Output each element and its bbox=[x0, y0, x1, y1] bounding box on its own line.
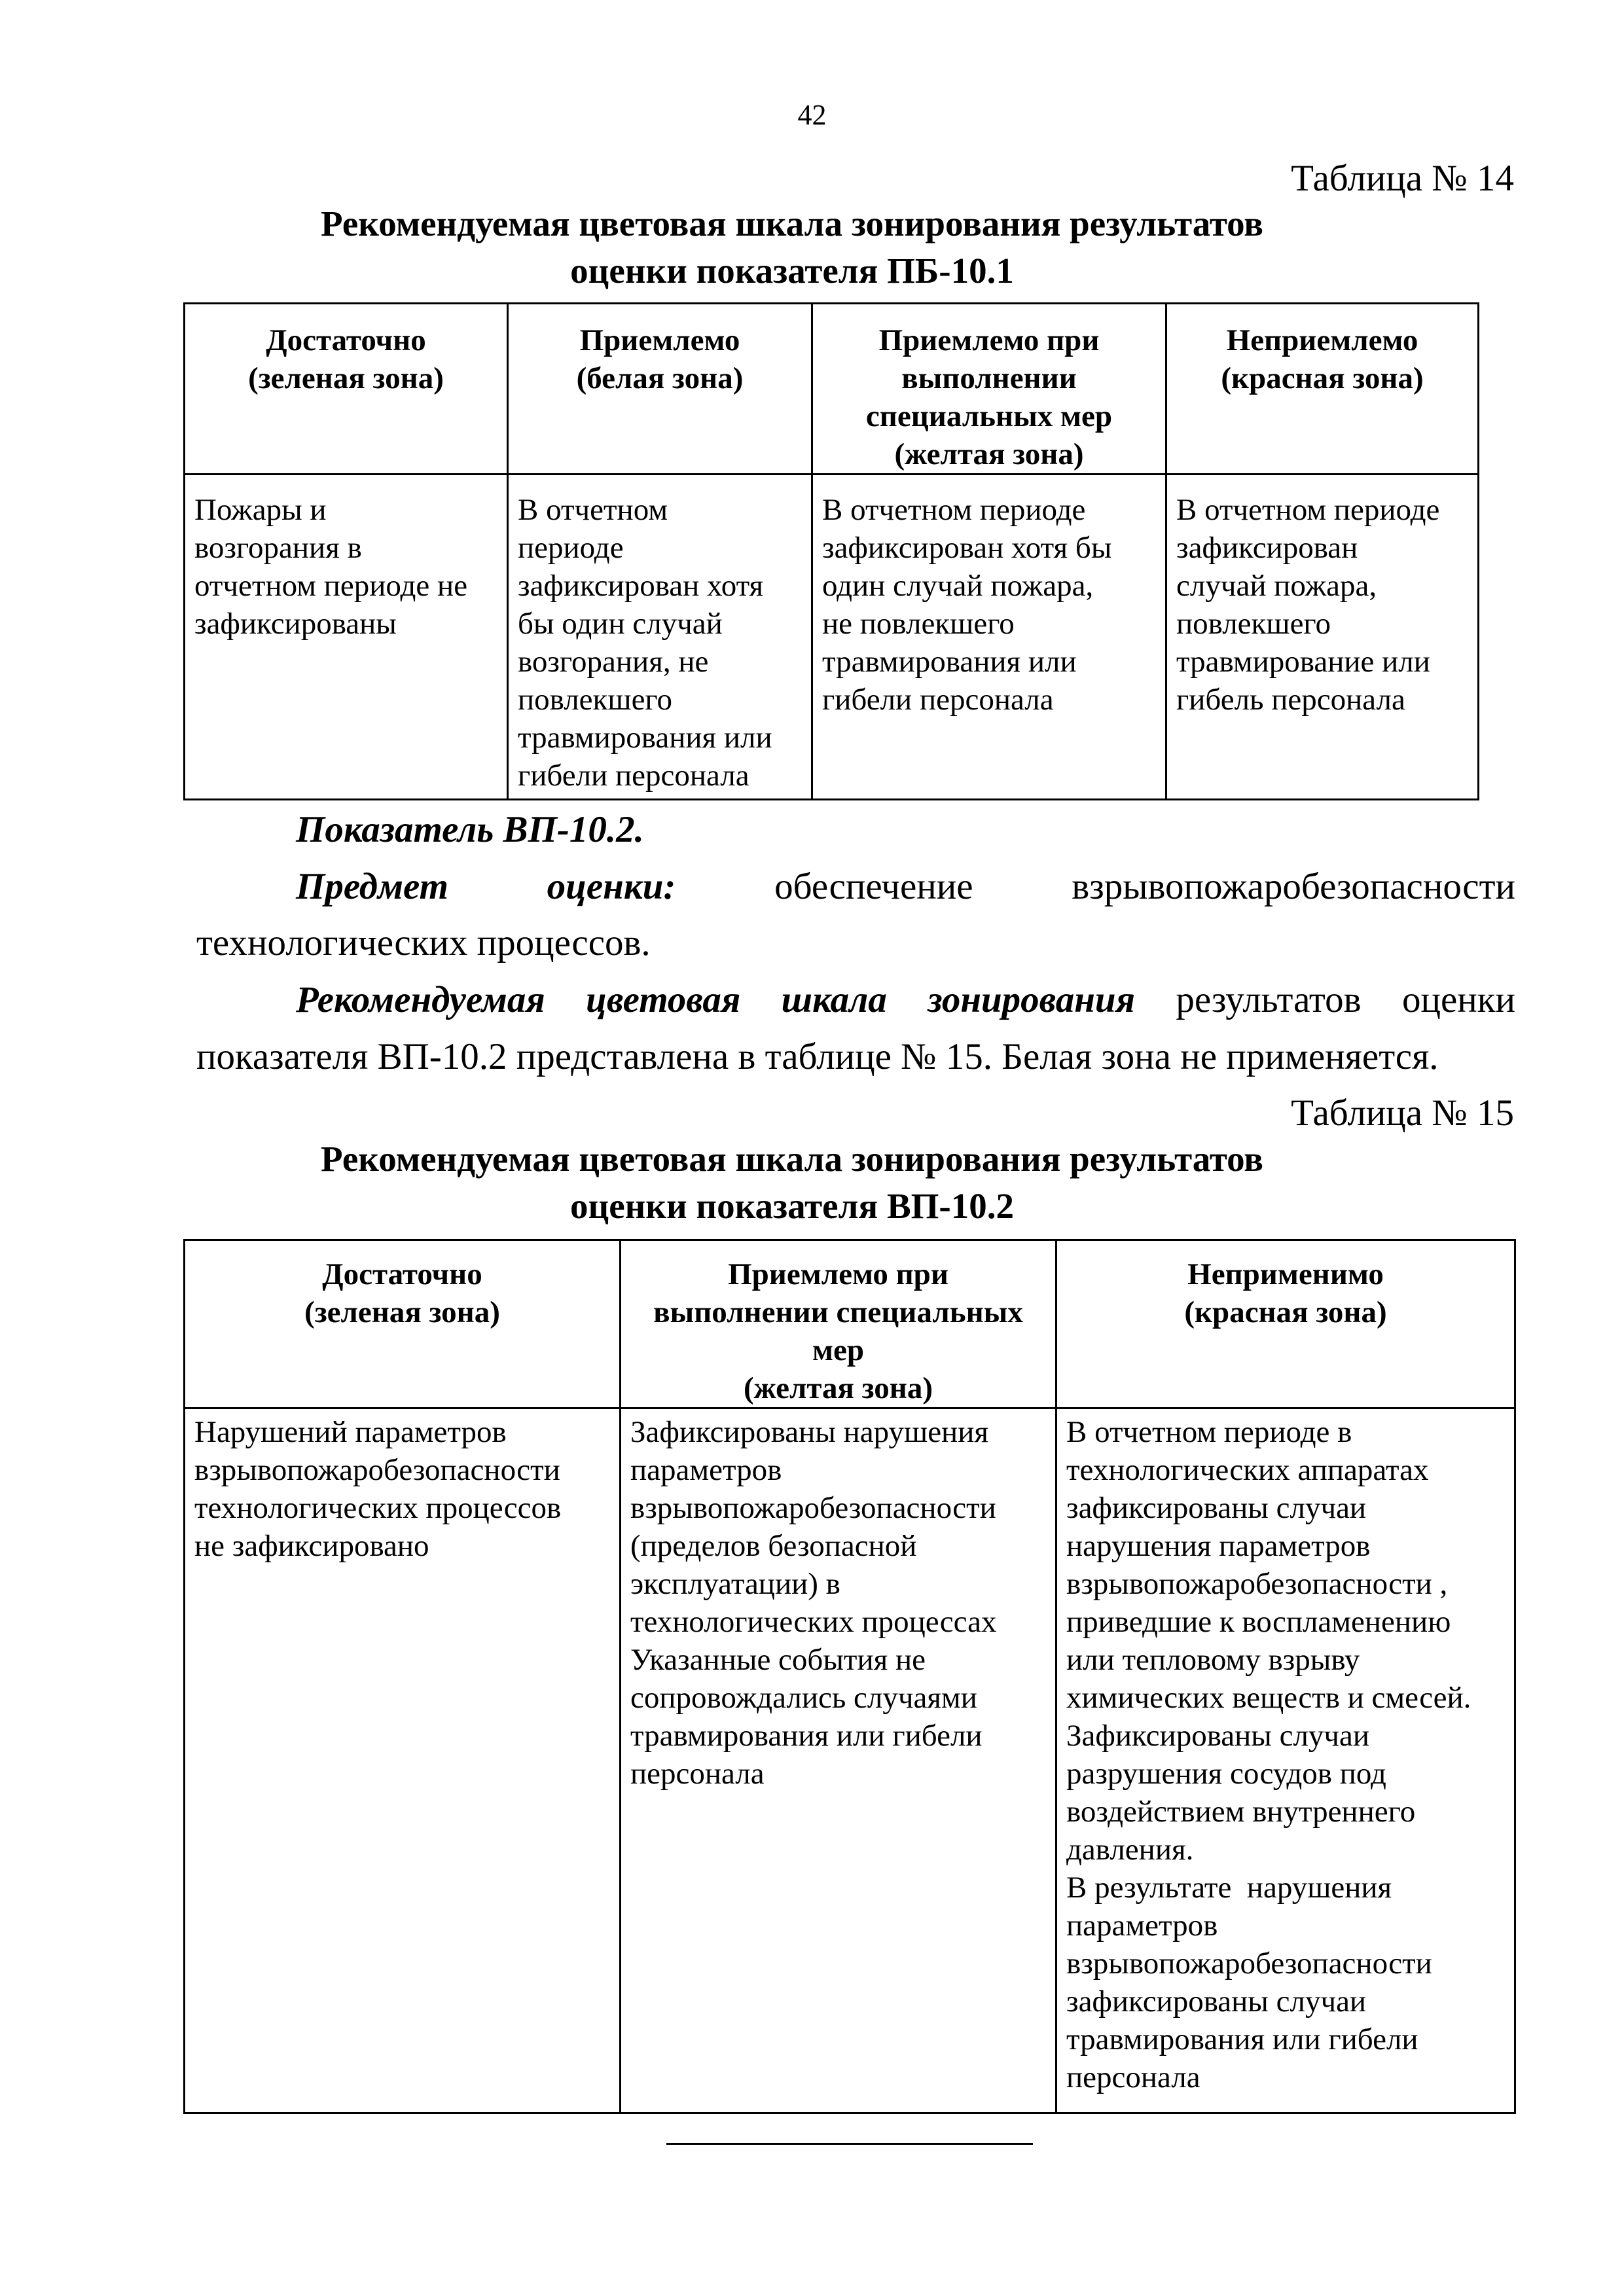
table14.headers-line: Приемлемо bbox=[579, 323, 740, 357]
table15.cells-line: персонала bbox=[1066, 2060, 1200, 2094]
scale-word-1: Рекомендуемая bbox=[296, 979, 545, 1020]
subject-label-1: Предмет bbox=[296, 866, 448, 907]
table-15-title-line-1: Рекомендуемая цветовая шкала зонирования результатов bbox=[321, 1139, 1263, 1179]
table14.cells-line: один случай пожара, bbox=[822, 569, 1094, 603]
table14.headers-line: Неприемлемо bbox=[1226, 323, 1418, 357]
table-15-body-row bbox=[185, 1408, 1515, 2113]
table15.headers-line: (зеленая зона) bbox=[304, 1295, 500, 1329]
table15.headers-line: Достаточно bbox=[322, 1257, 482, 1291]
scale-word-6: оценки bbox=[1401, 979, 1515, 1020]
table-14-header-row bbox=[185, 304, 1479, 475]
table15.cells-line: технологических процессов bbox=[194, 1491, 562, 1525]
table14.cells-line: периоде bbox=[518, 531, 624, 565]
table15.cells-line: химических веществ и смесей. bbox=[1066, 1681, 1471, 1715]
table14.cells-line: гибель персонала bbox=[1176, 683, 1405, 717]
table14.cells-line: травмирование или bbox=[1176, 645, 1430, 679]
scale-word-5: результатов bbox=[1176, 979, 1362, 1020]
scale-word-3: шкала bbox=[781, 979, 887, 1020]
subject-line-2: технологических процессов. bbox=[196, 922, 651, 963]
table-15-header-row bbox=[185, 1240, 1515, 1408]
table-15-cell-yellow bbox=[621, 1408, 1056, 2113]
table15.cells-line: воздействием внутреннего bbox=[1066, 1795, 1416, 1829]
table15.cells-line: В отчетном периоде в bbox=[1066, 1415, 1352, 1449]
table-15 bbox=[183, 1239, 1516, 2114]
table15.headers-line: (желтая зона) bbox=[743, 1371, 933, 1405]
table14.cells-line: отчетном периоде не bbox=[194, 569, 468, 603]
table15.cells-line: Нарушений параметров bbox=[194, 1415, 507, 1449]
table14.cells-line: травмирования или bbox=[822, 645, 1077, 679]
page-number: 42 bbox=[797, 99, 827, 131]
table-15-cell-green bbox=[185, 1408, 621, 2113]
table15.headers-line: Приемлемо при bbox=[728, 1257, 948, 1291]
table15.cells-line: разрушения сосудов под bbox=[1066, 1757, 1386, 1791]
table15.cells-line: взрывопожаробезопасности , bbox=[1066, 1567, 1448, 1601]
table14.cells-line: В отчетном периоде bbox=[822, 493, 1086, 527]
table15.headers-line: мер bbox=[812, 1333, 864, 1367]
table14.cells-line: повлекшего bbox=[518, 683, 673, 717]
table-14-title-line-2: оценки показателя ПБ-10.1 bbox=[570, 251, 1014, 291]
scale-word-2: цветовая bbox=[586, 979, 741, 1020]
table-14-title-line-1: Рекомендуемая цветовая шкала зонирования результатов bbox=[321, 204, 1263, 243]
table-15-header-green bbox=[185, 1240, 621, 1408]
table15.cells-line: взрывопожаробезопасности bbox=[1066, 1946, 1432, 1981]
table-14-header-green bbox=[185, 304, 508, 475]
table-14-caption: Таблица № 14 bbox=[1291, 158, 1514, 199]
table14.cells-line: возгорания, не bbox=[518, 645, 709, 679]
table14.cells-line: Пожары и bbox=[194, 493, 327, 527]
table14.headers-line: выполнении bbox=[901, 361, 1077, 395]
indicator-heading: Показатель ВП-10.2. bbox=[296, 809, 644, 850]
table-14-header-yellow bbox=[812, 304, 1166, 475]
table14.cells-line: зафиксирован bbox=[1176, 531, 1358, 565]
table14.headers-line: специальных мер bbox=[865, 399, 1113, 433]
scale-line-1 bbox=[296, 978, 1515, 1021]
table14.cells-line: не повлекшего bbox=[822, 607, 1015, 641]
table15.cells-line: технологических аппаратах bbox=[1066, 1453, 1429, 1487]
table-14-cell-red bbox=[1166, 475, 1479, 800]
table15.cells-line: взрывопожаробезопасности bbox=[194, 1453, 560, 1487]
table14.cells-line: возгорания в bbox=[194, 531, 362, 565]
table15.cells-line: эксплуатации) в bbox=[630, 1567, 840, 1601]
table-14 bbox=[183, 302, 1479, 800]
table-15-header-red bbox=[1056, 1240, 1515, 1408]
table14.cells-line: повлекшего bbox=[1176, 607, 1331, 641]
subject-label-2: оценки: bbox=[547, 866, 676, 907]
table-15-cell-red bbox=[1056, 1408, 1515, 2113]
table14.headers-line: (желтая зона) bbox=[894, 437, 1084, 471]
table14.headers-line: Достаточно bbox=[266, 323, 426, 357]
scale-word-4: зонирования bbox=[928, 979, 1135, 1020]
table15.cells-line: или тепловому взрыву bbox=[1066, 1643, 1360, 1677]
table15.headers-line: выполнении специальных bbox=[653, 1295, 1023, 1329]
table15.headers-line: (красная зона) bbox=[1184, 1295, 1387, 1329]
table14.headers-line: Приемлемо при bbox=[878, 323, 1100, 357]
table14.headers-line: (зеленая зона) bbox=[248, 361, 444, 395]
table15.cells-line: Указанные события не bbox=[630, 1643, 926, 1677]
table14.cells-line: зафиксирован хотя бы bbox=[822, 531, 1112, 565]
table15.cells-line: травмирования или гибели bbox=[1066, 2022, 1418, 2056]
table14.cells-line: В отчетном bbox=[518, 493, 668, 527]
table15.cells-line: Зафиксированы нарушения bbox=[630, 1415, 988, 1449]
table15.cells-line: сопровождались случаями bbox=[630, 1681, 977, 1715]
table-14-cell-yellow bbox=[812, 475, 1166, 800]
table15.cells-line: персонала bbox=[630, 1757, 765, 1791]
table14.cells-line: зафиксированы bbox=[194, 607, 397, 641]
scale-line-2: показателя ВП-10.2 представлена в таблице № 15. Белая зона не применяется. bbox=[196, 1036, 1439, 1077]
table15.cells-line: (пределов безопасной bbox=[630, 1529, 917, 1563]
table15.cells-line: Зафиксированы случаи bbox=[1066, 1719, 1370, 1753]
table15.cells-line: давления. bbox=[1066, 1833, 1194, 1867]
table-14-header-white bbox=[508, 304, 812, 475]
table-15-title bbox=[183, 1136, 1401, 1230]
table14.cells-line: гибели персонала bbox=[822, 683, 1054, 717]
table15.cells-line: В результате нарушения bbox=[1066, 1871, 1392, 1905]
subject-word-1: обеспечение bbox=[774, 866, 973, 907]
table15.cells-line: приведшие к воспламенению bbox=[1066, 1605, 1451, 1639]
table-15-header-yellow bbox=[621, 1240, 1056, 1408]
table15.headers-line: Неприменимо bbox=[1187, 1257, 1384, 1291]
table-14-cell-green bbox=[185, 475, 508, 800]
table14.cells-line: бы один случай bbox=[518, 607, 723, 641]
table14.headers-line: (белая зона) bbox=[576, 361, 744, 395]
table-15-caption: Таблица № 15 bbox=[1291, 1092, 1514, 1134]
table15.cells-line: взрывопожаробезопасности bbox=[630, 1491, 996, 1525]
table14.headers-line: (красная зона) bbox=[1221, 361, 1424, 395]
table14.cells-line: случай пожара, bbox=[1176, 569, 1377, 603]
table-15-title-line-2: оценки показателя ВП-10.2 bbox=[570, 1186, 1014, 1226]
table14.cells-line: зафиксирован хотя bbox=[518, 569, 764, 603]
table15.cells-line: травмирования или гибели bbox=[630, 1719, 983, 1753]
table15.cells-line: не зафиксировано bbox=[194, 1529, 429, 1563]
table15.cells-line: параметров bbox=[630, 1453, 782, 1487]
table15.cells-line: зафиксированы случаи bbox=[1066, 1491, 1367, 1525]
subject-line-1 bbox=[296, 865, 1515, 908]
table-14-cell-white bbox=[508, 475, 812, 800]
table14.cells-line: гибели персонала bbox=[518, 759, 749, 793]
table15.cells-line: зафиксированы случаи bbox=[1066, 1984, 1367, 2018]
table14.cells-line: В отчетном периоде bbox=[1176, 493, 1440, 527]
table-14-title bbox=[183, 200, 1401, 295]
table14.cells-line: травмирования или bbox=[518, 721, 772, 755]
footer-rule bbox=[666, 2143, 1033, 2145]
table15.cells-line: нарушения параметров bbox=[1066, 1529, 1371, 1563]
subject-word-2: взрывопожаробезопасности bbox=[1072, 866, 1515, 907]
table15.cells-line: технологических процессах bbox=[630, 1605, 997, 1639]
table-14-body-row bbox=[185, 475, 1479, 800]
table15.cells-line: параметров bbox=[1066, 1909, 1218, 1943]
table-14-header-red bbox=[1166, 304, 1479, 475]
